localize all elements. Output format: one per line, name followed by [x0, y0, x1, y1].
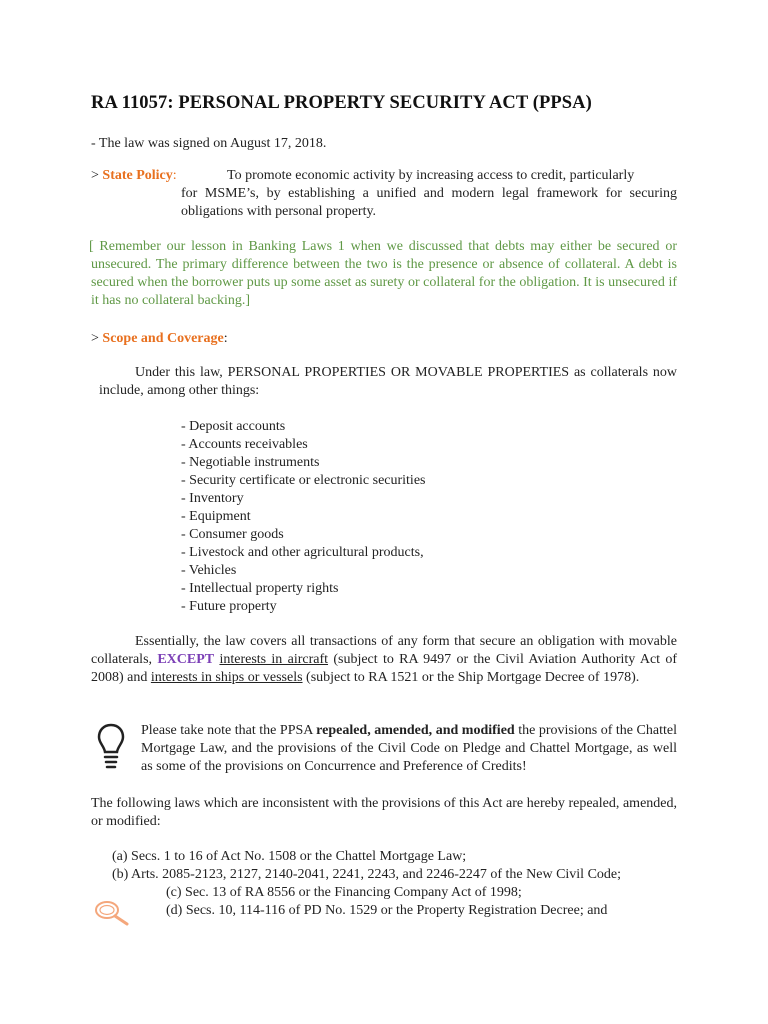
reminder-note: [ Remember our lesson in Banking Laws 1 when we discussed that debts may either be secured or unsecured. The primary difference between the two is the presence or absence of collateral. A debt is secured when the borrower puts up some asset as surety or collateral for the obligation. It is unsecured if it has no collateral backing.]	[89, 239, 677, 308]
scope-intro: Under this law, PERSONAL PROPERTIES OR MOVABLE PROPERTIES as collaterals now include, among other things:	[99, 365, 677, 398]
list-item: - Vehicles	[181, 563, 237, 578]
state-policy-marker: >	[91, 168, 103, 183]
ships-interest: interests in ships or vessels	[150, 670, 303, 685]
list-item: - Negotiable instruments	[181, 455, 320, 470]
list-item: - Security certificate or electronic securities	[181, 473, 426, 488]
ppsa-note: Please take note that the PPSA repealed, amended, and modified the provisions of the Chattel Mortgage Law, and the provisions of the Civil Code on Pledge and Chattel Mortgage, as well as some of the provisions on Concurrence and Preference of Credits!	[141, 723, 677, 774]
aircraft-interest: interests in aircraft	[219, 652, 329, 667]
scope-colon: :	[223, 331, 228, 346]
coverage-text-1: Essentially, the law covers all transactions of any form that secure an obligation with movable collaterals,	[91, 634, 677, 667]
amended-law-c: (c) Sec. 13 of RA 8556 or the Financing Company Act of 1998;	[166, 885, 522, 900]
amended-law-d: (d) Secs. 10, 114-116 of PD No. 1529 or the Property Registration Decree; and	[166, 903, 608, 918]
magnifier-icon	[92, 898, 132, 928]
list-item: - Consumer goods	[181, 527, 284, 542]
list-item: - Inventory	[181, 491, 244, 506]
list-item: - Intellectual property rights	[181, 581, 339, 596]
collateral-list	[181, 418, 426, 616]
laws-intro: The following laws which are inconsistent with the provisions of this Act are hereby repealed, amended, or modified:	[91, 796, 677, 829]
state-policy-text-rest: for MSME’s, by establishing a unified and modern legal framework for securing obligations with personal property.	[181, 186, 677, 219]
list-item: - Deposit accounts	[181, 419, 286, 434]
coverage-paragraph	[91, 633, 677, 687]
scope-marker: >	[91, 331, 103, 346]
scope-heading	[91, 330, 228, 348]
except-keyword: EXCEPT	[157, 652, 215, 667]
page-title: RA 11057: PERSONAL PROPERTY SECURITY ACT (PPSA)	[91, 93, 592, 113]
amended-law-a: (a) Secs. 1 to 16 of Act No. 1508 or the Chattel Mortgage Law;	[112, 849, 467, 864]
list-item: - Livestock and other agricultural products,	[181, 545, 424, 560]
note-emphasis: repealed, amended, and modified	[316, 723, 515, 738]
state-policy-line1	[91, 167, 677, 185]
list-item: - Equipment	[181, 509, 251, 524]
amended-law-b: (b) Arts. 2085-2123, 2127, 2140-2041, 2241, 2243, and 2246-2247 of the New Civil Code;	[112, 867, 622, 882]
list-item: - Future property	[181, 599, 277, 614]
scope-label: Scope and Coverage	[102, 331, 224, 346]
lightbulb-icon	[96, 722, 126, 772]
state-policy-colon: :	[172, 168, 177, 183]
signed-date-line: - The law was signed on August 17, 2018.	[91, 136, 327, 151]
state-policy-label: State Policy	[102, 168, 173, 183]
state-policy-text-line1: To promote economic activity by increasing access to credit, particularly	[227, 168, 635, 183]
coverage-text-4: (subject to RA 1521 or the Ship Mortgage Decree of 1978).	[302, 670, 640, 685]
coverage-text-3: (subject to RA 9497 or the Civil Aviation Authority Act of 2008) and	[91, 652, 678, 685]
list-item: - Accounts receivables	[181, 437, 308, 452]
